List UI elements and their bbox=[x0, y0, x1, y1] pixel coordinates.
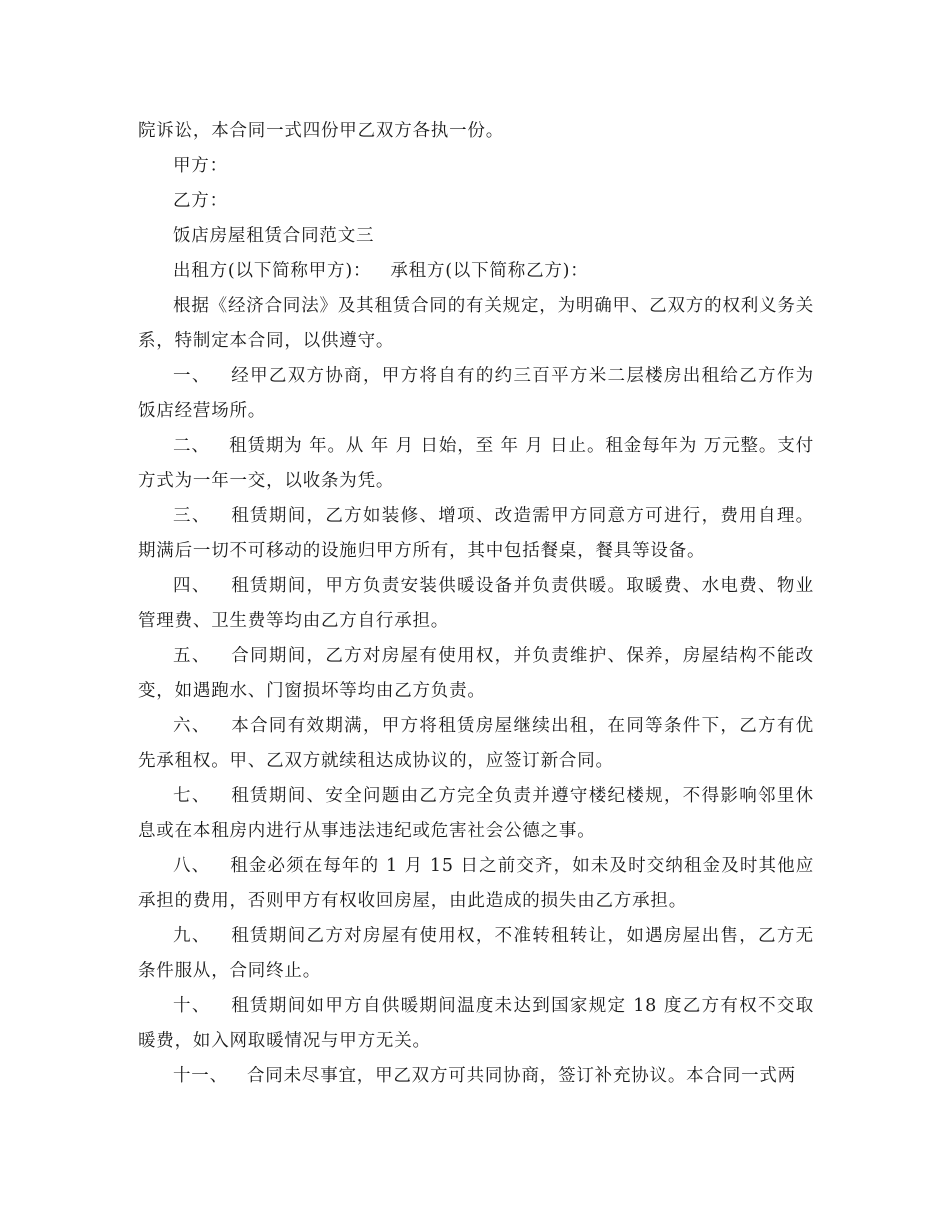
continuation-line: 院诉讼，本合同一式四份甲乙双方各执一份。 bbox=[138, 121, 504, 141]
party-b-signature: 乙方： bbox=[173, 191, 228, 211]
clause-2: 二、 租赁期为 年。从 年 月 日始，至 年 月 日止。租金每年为 万元整。支付方式为一年一交，以收条为凭。 bbox=[138, 436, 814, 491]
party-a-signature: 甲方： bbox=[173, 156, 228, 176]
clause-4: 四、 租赁期间，甲方负责安装供暖设备并负责供暖。取暖费、水电费、物业管理费、卫生费等均由乙方自行承担。 bbox=[138, 576, 814, 631]
clause-9: 九、 租赁期间乙方对房屋有使用权，不准转租转让，如遇房屋出售，乙方无条件服从，合同终止。 bbox=[138, 926, 814, 981]
clause-3: 三、 租赁期间，乙方如装修、增项、改造需甲方同意方可进行，费用自理。期满后一切不可移动的设施归甲方所有，其中包括餐桌，餐具等设备。 bbox=[138, 506, 814, 561]
clause-1: 一、 经甲乙双方协商，甲方将自有的约三百平方米二层楼房出租给乙方作为饭店经营场所。 bbox=[138, 366, 814, 421]
clause-6: 六、 本合同有效期满，甲方将租赁房屋继续出租，在同等条件下，乙方有优先承租权。甲、乙双方就续租达成协议的，应签订新合同。 bbox=[138, 716, 814, 771]
clause-10: 十、 租赁期间如甲方自供暖期间温度未达到国家规定 18 度乙方有权不交取暖费，如入网取暖情况与甲方无关。 bbox=[138, 996, 814, 1051]
intro-paragraph: 根据《经济合同法》及其租赁合同的有关规定，为明确甲、乙双方的权利义务关系，特制定本合同，以供遵守。 bbox=[138, 296, 814, 351]
section-title: 饭店房屋租赁合同范文三 bbox=[173, 226, 375, 246]
parties-line: 出租方(以下简称甲方)： 承租方(以下简称乙方)： bbox=[173, 261, 589, 281]
clause-11: 十一、 合同未尽事宜，甲乙双方可共同协商，签订补充协议。本合同一式两 bbox=[173, 1066, 796, 1086]
document-body bbox=[138, 114, 814, 1094]
clause-5: 五、 合同期间，乙方对房屋有使用权，并负责维护、保养，房屋结构不能改变，如遇跑水、门窗损坏等均由乙方负责。 bbox=[138, 646, 814, 701]
clause-7: 七、 租赁期间、安全问题由乙方完全负责并遵守楼纪楼规，不得影响邻里休息或在本租房内进行从事违法违纪或危害社会公德之事。 bbox=[138, 786, 814, 841]
clause-8: 八、 租金必须在每年的 1 月 15 日之前交齐，如未及时交纳租金及时其他应承担的费用，否则甲方有权收回房屋，由此造成的损失由乙方承担。 bbox=[138, 856, 814, 911]
